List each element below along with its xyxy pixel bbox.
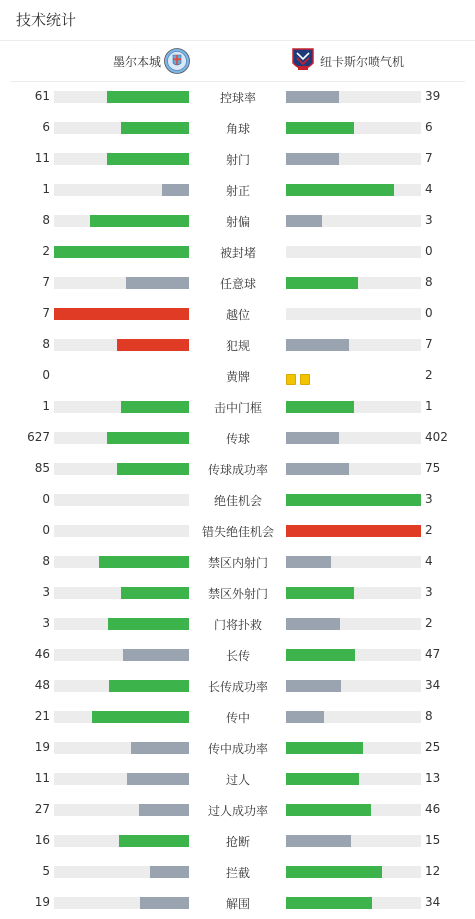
stat-row bbox=[0, 763, 475, 794]
away-stat-value: 7 bbox=[425, 151, 433, 165]
home-stat-value: 19 bbox=[34, 895, 50, 909]
home-stat-value: 7 bbox=[42, 275, 50, 289]
stat-label: 错失绝佳机会 bbox=[201, 525, 274, 539]
away-stat-bar bbox=[286, 618, 421, 630]
stat-row bbox=[0, 639, 475, 670]
stat-label: 门将扑救 bbox=[213, 618, 262, 632]
home-stat-value: 19 bbox=[34, 740, 50, 754]
home-stat-bar-fill bbox=[121, 401, 189, 413]
home-stat-bar-fill bbox=[121, 122, 189, 134]
stat-label: 犯规 bbox=[225, 339, 250, 353]
home-stat-bar bbox=[54, 556, 189, 568]
home-stat-bar bbox=[54, 401, 189, 413]
stat-label: 禁区内射门 bbox=[207, 556, 268, 570]
away-yellow-cards bbox=[286, 370, 314, 382]
away-stat-bar-fill bbox=[286, 556, 331, 568]
home-stat-bar-fill bbox=[90, 215, 189, 227]
home-team-name[interactable]: 墨尔本城 bbox=[112, 55, 161, 69]
away-stat-value: 2 bbox=[425, 616, 433, 630]
away-stat-value: 3 bbox=[425, 213, 433, 227]
away-stat-value: 15 bbox=[425, 833, 441, 847]
away-stat-bar bbox=[286, 277, 421, 289]
home-team-logo-icon[interactable] bbox=[164, 48, 190, 74]
away-stat-bar bbox=[286, 401, 421, 413]
home-stat-bar-fill bbox=[99, 556, 189, 568]
away-stat-bar bbox=[286, 680, 421, 692]
home-stat-value: 2 bbox=[42, 244, 50, 258]
stat-row bbox=[0, 267, 475, 298]
away-stat-value: 8 bbox=[425, 275, 433, 289]
stat-row bbox=[0, 298, 475, 329]
away-stat-bar-fill bbox=[286, 835, 351, 847]
home-stat-bar-fill bbox=[117, 339, 189, 351]
home-stat-bar bbox=[54, 463, 189, 475]
home-stat-bar bbox=[54, 91, 189, 103]
stat-row bbox=[0, 546, 475, 577]
stat-row bbox=[0, 732, 475, 763]
stat-label: 传球成功率 bbox=[207, 463, 268, 477]
home-stat-bar-fill bbox=[126, 277, 189, 289]
home-stat-bar-fill bbox=[150, 866, 189, 878]
away-stat-bar-fill bbox=[286, 91, 339, 103]
away-stat-bar bbox=[286, 525, 421, 537]
home-stat-bar bbox=[54, 153, 189, 165]
home-stat-bar bbox=[54, 246, 189, 258]
stat-label: 传中成功率 bbox=[207, 742, 268, 756]
stat-row bbox=[0, 670, 475, 701]
away-stat-value: 4 bbox=[425, 182, 433, 196]
away-stat-bar-fill bbox=[286, 742, 363, 754]
away-stat-bar bbox=[286, 215, 421, 227]
stat-row bbox=[0, 81, 475, 112]
away-stat-value: 12 bbox=[425, 864, 441, 878]
home-stat-bar bbox=[54, 773, 189, 785]
stat-row bbox=[0, 236, 475, 267]
home-stat-bar bbox=[54, 618, 189, 630]
away-stat-bar-fill bbox=[286, 773, 359, 785]
home-stat-value: 0 bbox=[42, 492, 50, 506]
away-stat-bar bbox=[286, 91, 421, 103]
stat-label: 角球 bbox=[225, 122, 250, 136]
away-stat-value: 39 bbox=[425, 89, 441, 103]
stat-row bbox=[0, 887, 475, 918]
stat-label: 解围 bbox=[225, 897, 250, 911]
away-stat-bar-fill bbox=[286, 432, 339, 444]
away-stat-bar-fill bbox=[286, 649, 355, 661]
home-stat-bar-fill bbox=[121, 587, 189, 599]
away-stat-value: 7 bbox=[425, 337, 433, 351]
stat-row bbox=[0, 701, 475, 732]
away-stat-bar-fill bbox=[286, 804, 371, 816]
stat-label: 击中门框 bbox=[213, 401, 262, 415]
home-stat-bar-fill bbox=[107, 91, 189, 103]
away-stat-value: 3 bbox=[425, 585, 433, 599]
stat-row bbox=[0, 205, 475, 236]
away-stat-bar bbox=[286, 866, 421, 878]
home-stat-value: 11 bbox=[34, 151, 50, 165]
away-stat-bar bbox=[286, 122, 421, 134]
home-stat-value: 7 bbox=[42, 306, 50, 320]
away-stat-bar-fill bbox=[286, 153, 339, 165]
stats-list bbox=[0, 81, 475, 918]
stat-row bbox=[0, 422, 475, 453]
home-stat-value: 0 bbox=[42, 368, 50, 382]
home-stat-value: 0 bbox=[42, 523, 50, 537]
home-stat-bar bbox=[54, 587, 189, 599]
home-stat-value: 8 bbox=[42, 554, 50, 568]
stat-label: 控球率 bbox=[219, 91, 256, 105]
home-stat-bar bbox=[54, 742, 189, 754]
home-stat-bar-fill bbox=[117, 463, 189, 475]
stat-row bbox=[0, 174, 475, 205]
away-stat-value: 25 bbox=[425, 740, 441, 754]
away-stat-bar bbox=[286, 308, 421, 320]
away-stat-bar-fill bbox=[286, 618, 340, 630]
home-stat-value: 61 bbox=[34, 89, 50, 103]
stat-row bbox=[0, 143, 475, 174]
away-stat-bar-fill bbox=[286, 587, 354, 599]
away-stat-value: 4 bbox=[425, 554, 433, 568]
home-stat-value: 16 bbox=[34, 833, 50, 847]
away-stat-value: 13 bbox=[425, 771, 441, 785]
stat-label: 任意球 bbox=[219, 277, 256, 291]
home-stat-bar bbox=[54, 804, 189, 816]
away-stat-value: 2 bbox=[425, 523, 433, 537]
home-stat-bar-fill bbox=[54, 308, 189, 320]
away-stat-bar bbox=[286, 649, 421, 661]
away-stat-value: 0 bbox=[425, 306, 433, 320]
home-stat-bar bbox=[54, 680, 189, 692]
away-team-logo-icon[interactable] bbox=[291, 47, 315, 75]
home-stat-bar-fill bbox=[123, 649, 189, 661]
home-stat-value: 21 bbox=[34, 709, 50, 723]
yellow-card-icon bbox=[300, 374, 310, 385]
stat-row bbox=[0, 794, 475, 825]
home-stat-bar-fill bbox=[107, 153, 189, 165]
away-stat-bar bbox=[286, 897, 421, 909]
away-stat-bar-fill bbox=[286, 494, 421, 506]
home-stat-value: 85 bbox=[34, 461, 50, 475]
away-stat-bar-fill bbox=[286, 215, 322, 227]
away-stat-bar bbox=[286, 463, 421, 475]
stat-label: 射正 bbox=[225, 184, 250, 198]
away-stat-value: 46 bbox=[425, 802, 441, 816]
home-stat-value: 6 bbox=[42, 120, 50, 134]
away-stat-bar bbox=[286, 184, 421, 196]
divider bbox=[0, 40, 475, 41]
away-stat-bar-fill bbox=[286, 401, 354, 413]
stat-label: 被封堵 bbox=[219, 246, 256, 260]
away-stat-bar bbox=[286, 556, 421, 568]
away-stat-value: 2 bbox=[425, 368, 433, 382]
away-stat-value: 34 bbox=[425, 895, 441, 909]
yellow-card-icon bbox=[286, 374, 296, 385]
stat-label: 过人成功率 bbox=[207, 804, 268, 818]
home-stat-bar bbox=[54, 432, 189, 444]
away-stat-bar bbox=[286, 835, 421, 847]
away-stat-bar bbox=[286, 773, 421, 785]
stat-label: 射偏 bbox=[225, 215, 250, 229]
stat-label: 黄牌 bbox=[225, 370, 250, 384]
home-stat-value: 627 bbox=[27, 430, 50, 444]
home-stat-bar bbox=[54, 277, 189, 289]
stat-row bbox=[0, 453, 475, 484]
stat-label: 长传成功率 bbox=[207, 680, 268, 694]
stat-label: 禁区外射门 bbox=[207, 587, 268, 601]
home-stat-bar-fill bbox=[119, 835, 189, 847]
stat-row bbox=[0, 577, 475, 608]
home-stat-bar bbox=[54, 215, 189, 227]
stat-label: 传球 bbox=[225, 432, 250, 446]
stat-row bbox=[0, 329, 475, 360]
away-stat-value: 0 bbox=[425, 244, 433, 258]
home-stat-value: 3 bbox=[42, 585, 50, 599]
stat-row bbox=[0, 856, 475, 887]
home-stat-bar-fill bbox=[109, 680, 189, 692]
stat-label: 传中 bbox=[225, 711, 250, 725]
home-stat-bar bbox=[54, 122, 189, 134]
away-stat-bar-fill bbox=[286, 525, 421, 537]
away-stat-bar bbox=[286, 711, 421, 723]
stat-label: 射门 bbox=[225, 153, 250, 167]
home-stat-bar bbox=[54, 308, 189, 320]
stat-row bbox=[0, 484, 475, 515]
home-stat-bar bbox=[54, 897, 189, 909]
stat-label: 抢断 bbox=[225, 835, 250, 849]
stat-row bbox=[0, 515, 475, 546]
away-stat-bar-fill bbox=[286, 866, 382, 878]
away-stat-bar bbox=[286, 587, 421, 599]
away-stat-value: 3 bbox=[425, 492, 433, 506]
stat-row bbox=[0, 825, 475, 856]
away-stat-value: 1 bbox=[425, 399, 433, 413]
home-stat-bar bbox=[54, 866, 189, 878]
away-stat-bar-fill bbox=[286, 184, 394, 196]
away-stat-bar-fill bbox=[286, 711, 324, 723]
away-stat-value: 6 bbox=[425, 120, 433, 134]
away-stat-value: 8 bbox=[425, 709, 433, 723]
home-stat-bar-fill bbox=[140, 897, 189, 909]
away-stat-bar bbox=[286, 432, 421, 444]
home-stat-bar-fill bbox=[127, 773, 189, 785]
home-stat-bar bbox=[54, 184, 189, 196]
stat-row bbox=[0, 112, 475, 143]
away-stat-bar-fill bbox=[286, 339, 349, 351]
stat-row bbox=[0, 360, 475, 391]
home-stat-bar-fill bbox=[162, 184, 189, 196]
away-stat-bar bbox=[286, 153, 421, 165]
home-stat-value: 1 bbox=[42, 399, 50, 413]
home-stat-value: 8 bbox=[42, 213, 50, 227]
home-stat-value: 3 bbox=[42, 616, 50, 630]
away-stat-bar bbox=[286, 742, 421, 754]
stat-label: 拦截 bbox=[225, 866, 250, 880]
away-stat-bar-fill bbox=[286, 897, 372, 909]
away-stat-bar-fill bbox=[286, 680, 341, 692]
home-stat-bar bbox=[54, 711, 189, 723]
home-stat-bar bbox=[54, 339, 189, 351]
home-stat-bar bbox=[54, 649, 189, 661]
away-stat-value: 402 bbox=[425, 430, 448, 444]
away-stat-bar-fill bbox=[286, 277, 358, 289]
teams-header bbox=[0, 44, 475, 80]
home-stat-bar-fill bbox=[92, 711, 189, 723]
home-stat-value: 1 bbox=[42, 182, 50, 196]
stat-label: 长传 bbox=[225, 649, 250, 663]
home-stat-value: 11 bbox=[34, 771, 50, 785]
home-stat-bar-fill bbox=[107, 432, 189, 444]
home-stat-value: 48 bbox=[34, 678, 50, 692]
away-stat-bar bbox=[286, 494, 421, 506]
home-stat-value: 8 bbox=[42, 337, 50, 351]
home-stat-bar bbox=[54, 494, 189, 506]
away-team-name[interactable]: 纽卡斯尔喷气机 bbox=[320, 55, 405, 69]
home-stat-bar-fill bbox=[131, 742, 189, 754]
page-title: 技术统计 bbox=[16, 11, 77, 29]
stat-label: 过人 bbox=[225, 773, 250, 787]
away-stat-bar bbox=[286, 339, 421, 351]
away-stat-bar-fill bbox=[286, 122, 354, 134]
stat-label: 越位 bbox=[225, 308, 250, 322]
home-stat-value: 46 bbox=[34, 647, 50, 661]
home-stat-bar-fill bbox=[108, 618, 189, 630]
away-stat-bar bbox=[286, 246, 421, 258]
stat-row bbox=[0, 608, 475, 639]
away-stat-value: 34 bbox=[425, 678, 441, 692]
stat-label: 绝佳机会 bbox=[213, 494, 262, 508]
home-stat-bar bbox=[54, 525, 189, 537]
stat-row bbox=[0, 391, 475, 422]
home-stat-bar-fill bbox=[139, 804, 189, 816]
away-stat-value: 75 bbox=[425, 461, 441, 475]
home-stat-bar bbox=[54, 835, 189, 847]
home-stat-value: 5 bbox=[42, 864, 50, 878]
away-stat-bar bbox=[286, 804, 421, 816]
away-stat-value: 47 bbox=[425, 647, 441, 661]
away-stat-bar-fill bbox=[286, 463, 349, 475]
home-stat-bar-fill bbox=[54, 246, 189, 258]
home-stat-value: 27 bbox=[34, 802, 50, 816]
